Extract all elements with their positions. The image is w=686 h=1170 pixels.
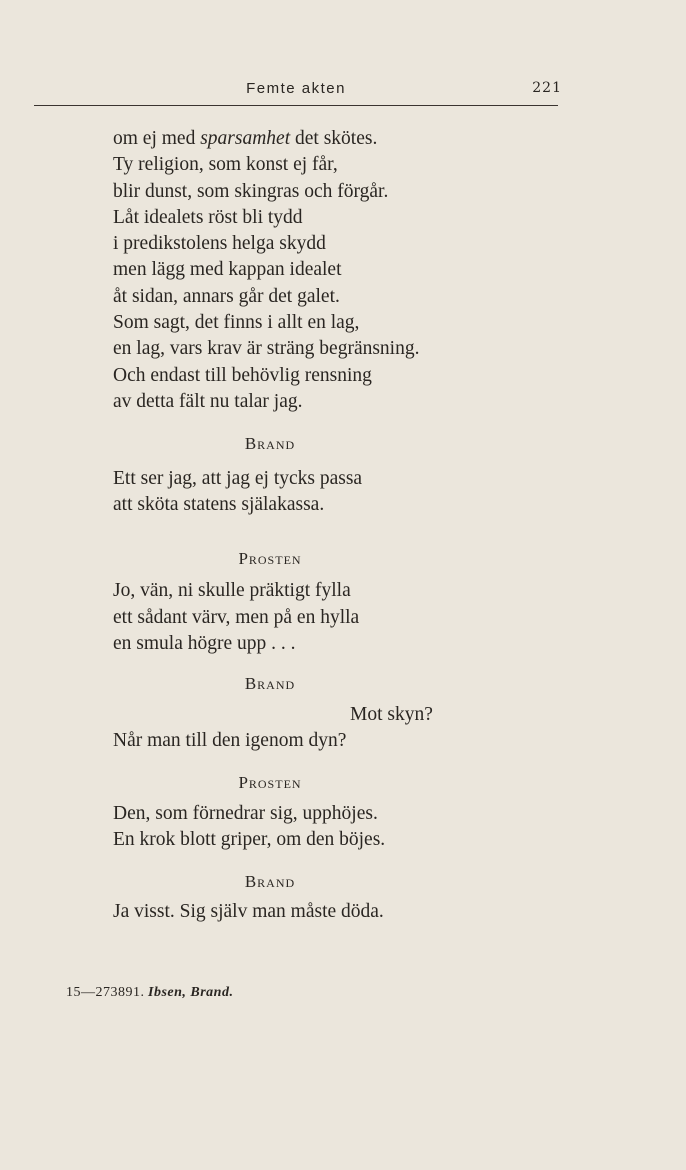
verse-line: Ja visst. Sig själv man måste döda. xyxy=(113,901,384,923)
verse-line: Låt idealets röst bli tydd xyxy=(113,206,303,228)
verse-line: men lägg med kappan idealet xyxy=(113,259,342,281)
verse-line: Ett ser jag, att jag ej tycks passa xyxy=(113,467,363,489)
verse-line: Jo, vän, ni skulle präktigt fylla xyxy=(113,580,351,602)
verse-line: en lag, vars krav är sträng begränsning. xyxy=(113,338,420,360)
running-header xyxy=(34,80,562,102)
verse-fragment: det skötes. xyxy=(290,128,378,149)
signature-mark: 15—273891. xyxy=(66,985,145,1000)
page-number: 221 xyxy=(532,80,562,96)
verse-line: i predikstolens helga skydd xyxy=(113,233,326,255)
signature-ref: Ibsen, Brand. xyxy=(148,985,234,1000)
verse-line: åt sidan, annars går det galet. xyxy=(113,285,340,307)
verse-line: en smula högre upp . . . xyxy=(113,633,296,655)
speaker-name: Brand xyxy=(244,872,296,892)
printer-signature xyxy=(66,985,233,1001)
verse-line: Som sagt, det finns i allt en lag, xyxy=(113,312,360,334)
speaker-name: Brand xyxy=(244,434,296,454)
verse-line: av detta fält nu talar jag. xyxy=(113,390,303,412)
verse-line: blir dunst, som skingras och förgår. xyxy=(113,180,389,202)
verse-line: En krok blott griper, om den böjes. xyxy=(113,828,386,850)
verse-text xyxy=(113,126,513,926)
verse-line: Ty religion, som konst ej får, xyxy=(113,154,338,176)
verse-fragment: om ej med xyxy=(113,128,201,149)
verse-line: Når man till den igenom dyn? xyxy=(113,729,347,751)
speaker-name: Prosten xyxy=(238,549,302,569)
verse-line: att sköta statens själakassa. xyxy=(113,493,325,515)
verse-line-indented: Mot skyn? xyxy=(350,703,433,725)
speaker-name: Brand xyxy=(244,674,296,694)
speaker-name: Prosten xyxy=(238,773,302,793)
verse-line: Och endast till behövlig rensning xyxy=(113,364,372,386)
verse-line xyxy=(113,126,513,152)
verse-line: Den, som förnedrar sig, upphöjes. xyxy=(113,802,378,824)
running-title: Femte akten xyxy=(246,80,346,97)
header-rule xyxy=(34,105,558,106)
verse-emphasis: sparsamhet xyxy=(200,128,291,149)
verse-line: ett sådant värv, men på en hylla xyxy=(113,606,360,628)
